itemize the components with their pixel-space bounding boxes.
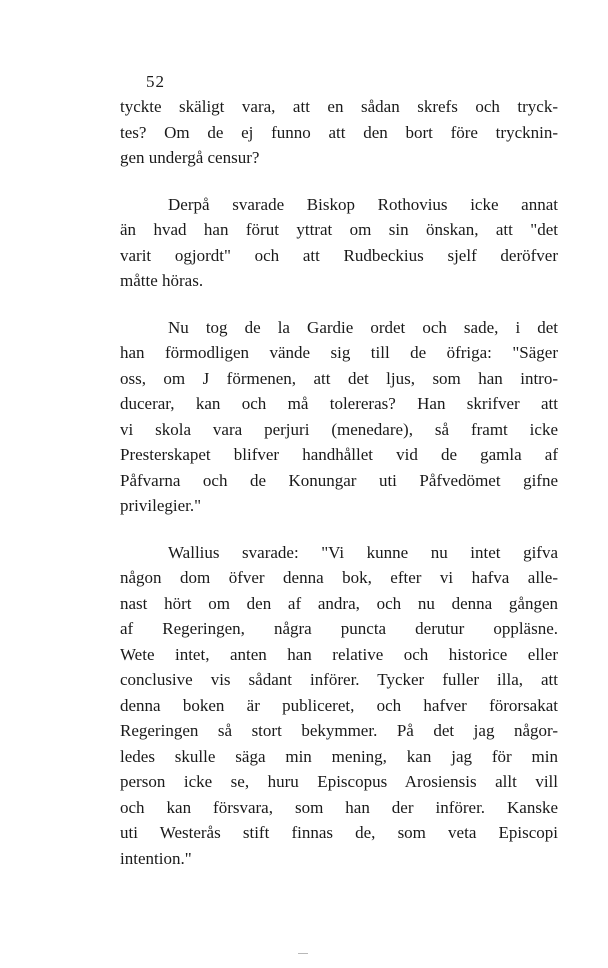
text-line: Regeringen så stort bekymmer. På det jag någor- <box>120 721 558 740</box>
text-line: än hvad han förut yttrat om sin önskan, att "det <box>120 220 558 239</box>
text-line: och kan försvara, som han der införer. Kanske <box>120 797 558 817</box>
text-line: han förmodligen vände sig till de öfriga: "Säger <box>120 343 558 362</box>
text-line: denna boken är publiceret, och hafver förorsakat <box>120 695 558 715</box>
text-line: gen undergå censur? <box>120 148 260 167</box>
text-line: vi skola vara perjuri (menedare), så framt icke <box>120 419 558 439</box>
text-line: Derpå svarade Biskop Rothovius icke annat <box>168 194 558 214</box>
page-number: 52 <box>146 72 165 91</box>
text-line: tyckte skäligt vara, att en sådan skrefs och tryck- <box>120 97 558 116</box>
text-line: af Regeringen, några puncta derutur oppläsne. <box>120 619 558 638</box>
text-line: ducerar, kan och må tolereras? Han skrifver att <box>120 394 558 413</box>
text-line: Nu tog de la Gardie ordet och sade, i det <box>168 317 558 337</box>
paragraph-3 <box>120 315 558 519</box>
text-line: oss, om J förmenen, att det ljus, som han intro- <box>120 368 558 388</box>
paragraph-2 <box>120 192 558 294</box>
text-line: ledes skulle säga min mening, kan jag för min <box>120 746 558 766</box>
paragraph-1 <box>120 94 558 171</box>
body-text <box>120 94 558 892</box>
page-bottom-mark <box>298 953 308 954</box>
text-line: tes? Om de ej funno att den bort före trycknin- <box>120 122 558 142</box>
text-line: måtte höras. <box>120 271 204 290</box>
text-line: uti Westerås stift finnas de, som veta Episcopi <box>120 823 558 842</box>
text-line: Wete intet, anten han relative och historice eller <box>120 644 558 664</box>
text-line: conclusive vis sådant införer. Tycker fuller illa, att <box>120 670 558 689</box>
text-line: Presterskapet blifver handhållet vid de gamla af <box>120 445 558 464</box>
text-line: intention." <box>120 848 192 868</box>
paragraph-4 <box>120 540 558 872</box>
text-line: nast hört om den af andra, och nu denna gången <box>120 593 558 613</box>
text-line: person icke se, huru Episcopus Arosiensis allt vill <box>120 772 558 791</box>
text-line: Wallius svarade: "Vi kunne nu intet gifva <box>168 542 558 562</box>
text-line: någon dom öfver denna bok, efter vi hafva alle- <box>120 568 558 587</box>
text-line: privilegier." <box>120 496 202 515</box>
text-line: Påfvarna och de Konungar uti Påfvedömet gifne <box>120 470 558 490</box>
text-line: varit ogjordt" och att Rudbeckius sjelf deröfver <box>120 245 558 265</box>
